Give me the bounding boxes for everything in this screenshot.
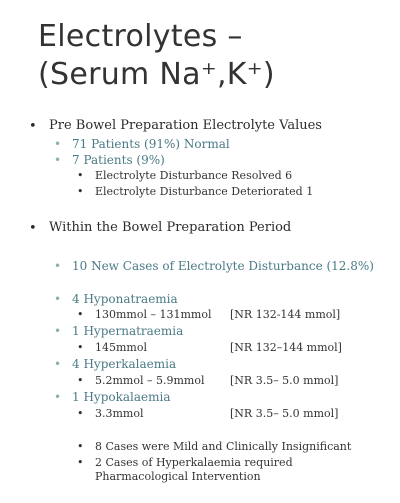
note-hyperkalaemia-required: 2 Cases of Hyperkalaemia required: [95, 456, 293, 469]
note-mild-cases: 8 Cases were Mild and Clinically Insignificant: [95, 440, 352, 453]
bullet-dot: •: [29, 119, 37, 134]
group-range-hyponatraemia: [NR 132-144 mmol]: [230, 308, 341, 321]
group-label-hyperkalaemia: 4 Hyperkalaemia: [72, 357, 177, 371]
list-subitem-deteriorated: Electrolyte Disturbance Deteriorated 1: [95, 185, 314, 198]
title-line-1: Electrolytes –: [38, 19, 243, 54]
list-subitem-resolved: Electrolyte Disturbance Resolved 6: [95, 169, 293, 182]
bullet-dot: •: [54, 259, 62, 273]
bullet-dot: •: [54, 390, 62, 404]
bullet-dot: •: [54, 153, 62, 167]
group-value-hypokalaemia: 3.3mmol: [95, 407, 144, 420]
bullet-dot: •: [77, 440, 84, 453]
bullet-dot: •: [54, 357, 62, 371]
group-value-hypernatraemia: 145mmol: [95, 341, 147, 354]
title-line-2: (Serum Na⁺,K⁺): [38, 57, 275, 92]
bullet-dot: •: [54, 324, 62, 338]
group-range-hyperkalaemia: [NR 3.5– 5.0 mmol]: [230, 374, 339, 387]
bullet-dot: •: [77, 374, 84, 387]
list-item-disturbed: 7 Patients (9%): [72, 153, 165, 167]
group-label-hypokalaemia: 1 Hypokalaemia: [72, 390, 171, 404]
list-item-normal: 71 Patients (91%) Normal: [72, 137, 230, 151]
bullet-dot: •: [77, 308, 84, 321]
section-heading-within: Within the Bowel Preparation Period: [49, 220, 292, 235]
bullet-dot: •: [29, 221, 37, 236]
bullet-dot: •: [54, 292, 62, 306]
bullet-dot: •: [77, 185, 84, 198]
group-value-hyponatraemia: 130mmol – 131mmol: [95, 308, 212, 321]
group-label-hypernatraemia: 1 Hypernatraemia: [72, 324, 184, 338]
bullet-dot: •: [77, 456, 84, 469]
slide-title: [38, 18, 275, 94]
group-label-hyponatraemia: 4 Hyponatraemia: [72, 292, 178, 306]
group-value-hyperkalaemia: 5.2mmol – 5.9mmol: [95, 374, 205, 387]
note-pharmacological: Pharmacological Intervention: [95, 470, 261, 483]
list-item-new-cases: 10 New Cases of Electrolyte Disturbance (12.8%): [72, 259, 374, 273]
group-range-hypernatraemia: [NR 132–144 mmol]: [230, 341, 342, 354]
group-range-hypokalaemia: [NR 3.5– 5.0 mmol]: [230, 407, 339, 420]
bullet-dot: •: [77, 169, 84, 182]
bullet-dot: •: [77, 341, 84, 354]
bullet-dot: •: [54, 137, 62, 151]
section-heading-pre: Pre Bowel Preparation Electrolyte Values: [49, 118, 322, 133]
bullet-dot: •: [77, 407, 84, 420]
